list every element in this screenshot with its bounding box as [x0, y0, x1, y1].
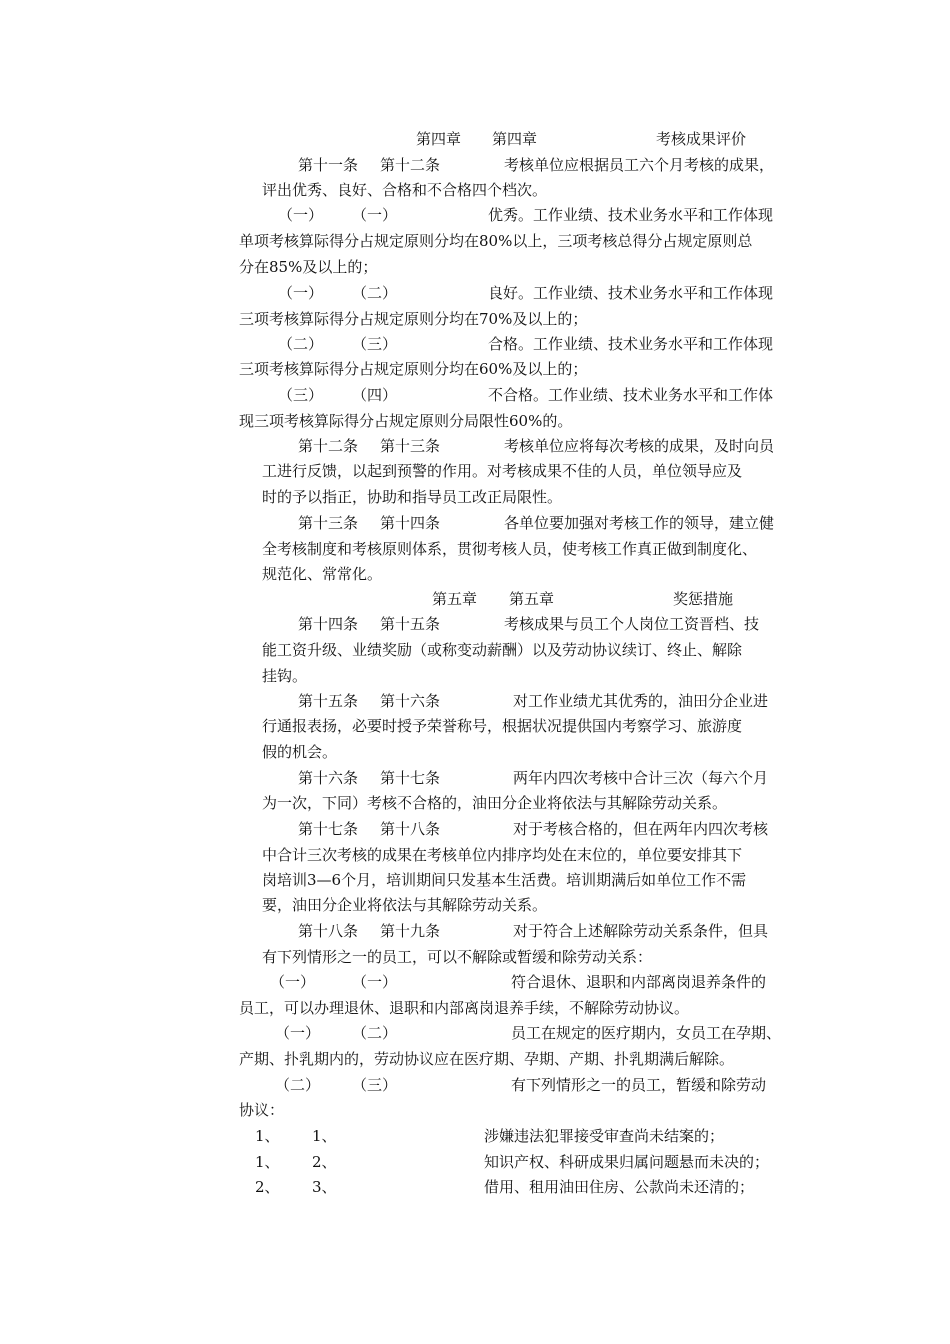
article-text: 中合计三次考核的成果在考核单位内排序均处在末位的，单位要安排其下 [262, 846, 743, 864]
chapter-title: 考核成果评价 [656, 130, 747, 148]
article-text: 对工作业绩尤其优秀的，油田分企业进 [513, 692, 769, 710]
article-text: 行通报表扬，必要时授予荣誉称号，根据状况提供国内考察学习、旅游度 [262, 717, 743, 735]
article-text: 规范化、常常化。 [262, 565, 383, 583]
article-text: 能工资升级、业绩奖励（或称变动薪酬）以及劳动协议续订、终止、解除 [262, 641, 743, 659]
item-text: 优秀。工作业绩、技术业务水平和工作体现 [488, 206, 774, 224]
article-text: 对于考核合格的，但在两年内四次考核 [513, 820, 769, 838]
item-number: （三） [352, 1076, 398, 1094]
list-number: 2、 [312, 1153, 337, 1171]
item-number: （二） [352, 1024, 398, 1042]
chapter-title: 奖惩措施 [673, 590, 734, 608]
item-number: （三） [352, 335, 398, 353]
article-text: 考核单位应将每次考核的成果，及时向员 [504, 437, 775, 455]
article-text: 考核单位应根据员工六个月考核的成果， [504, 156, 775, 174]
item-number: （二） [352, 284, 398, 302]
item-text: 合格。工作业绩、技术业务水平和工作体现 [488, 335, 774, 353]
article-number: 第十二条 [380, 156, 441, 174]
article-text: 工进行反馈，以起到预警的作用。对考核成果不佳的人员，单位领导应及 [262, 462, 743, 480]
item-text: 协议： [239, 1101, 285, 1119]
chapter-label: 第五章 [432, 590, 478, 608]
article-number: 第十三条 [380, 437, 441, 455]
article-number: 第十五条 [298, 692, 359, 710]
item-text: 分在85%及以上的； [239, 258, 378, 276]
item-number: （一） [278, 284, 324, 302]
item-number: （二） [278, 335, 324, 353]
article-number: 第十七条 [380, 769, 441, 787]
article-number: 第十五条 [380, 615, 441, 633]
item-number: （一） [278, 206, 324, 224]
item-text: 员工，可以办理退休、退职和内部离岗退养手续，不解除劳动协议。 [239, 999, 690, 1017]
item-text: 良好。工作业绩、技术业务水平和工作体现 [488, 284, 774, 302]
article-number: 第十八条 [380, 820, 441, 838]
article-text: 两年内四次考核中合计三次（每六个月 [513, 769, 769, 787]
article-text: 假的机会。 [262, 743, 338, 761]
item-number: （二） [275, 1076, 321, 1094]
article-number: 第十一条 [298, 156, 359, 174]
article-text: 挂钩。 [262, 667, 308, 685]
item-text: 三项考核算际得分占规定原则分均在70%及以上的； [239, 310, 588, 328]
list-number: 1、 [312, 1127, 337, 1145]
item-number: （一） [352, 206, 398, 224]
item-number: （一） [270, 973, 316, 991]
article-number: 第十四条 [298, 615, 359, 633]
list-number: 1、 [255, 1153, 280, 1171]
item-text: 有下列情形之一的员工，暂缓和除劳动 [511, 1076, 767, 1094]
item-number: （一） [275, 1024, 321, 1042]
article-text: 为一次，下同）考核不合格的，油田分企业将依法与其解除劳动关系。 [262, 794, 728, 812]
article-number: 第十六条 [380, 692, 441, 710]
chapter-label: 第四章 [416, 130, 462, 148]
item-number: （一） [352, 973, 398, 991]
item-text: 产期、扑乳期内的，劳动协议应在医疗期、孕期、产期、扑乳期满后解除。 [239, 1050, 735, 1068]
article-number: 第十八条 [298, 922, 359, 940]
item-text: 不合格。工作业绩、技术业务水平和工作体 [488, 386, 774, 404]
list-number: 1、 [255, 1127, 280, 1145]
item-number: （三） [278, 386, 324, 404]
article-number: 第十四条 [380, 514, 441, 532]
item-number: （四） [352, 386, 398, 404]
item-text: 员工在规定的医疗期内，女员工在孕期、 [511, 1024, 782, 1042]
article-text: 评出优秀、良好、合格和不合格四个档次。 [262, 181, 548, 199]
list-number: 2、 [255, 1178, 280, 1196]
article-text: 对于符合上述解除劳动关系条件，但具 [513, 922, 769, 940]
article-text: 各单位要加强对考核工作的领导，建立健 [504, 514, 775, 532]
article-text: 要，油田分企业将依法与其解除劳动关系。 [262, 896, 548, 914]
list-item: 知识产权、科研成果归属问题悬而未决的； [484, 1153, 770, 1171]
article-text: 有下列情形之一的员工，可以不解除或暂缓和除劳动关系： [262, 948, 653, 966]
chapter-label: 第四章 [492, 130, 538, 148]
article-number: 第十二条 [298, 437, 359, 455]
item-text: 三项考核算际得分占规定原则分均在60%及以上的； [239, 360, 588, 378]
item-text: 现三项考核算际得分占规定原则分局限性60%的。 [239, 412, 573, 430]
item-text: 符合退休、退职和内部离岗退养条件的 [511, 973, 767, 991]
article-number: 第十七条 [298, 820, 359, 838]
chapter-label: 第五章 [509, 590, 555, 608]
article-text: 全考核制度和考核原则体系，贯彻考核人员，使考核工作真正做到制度化、 [262, 540, 758, 558]
article-number: 第十九条 [380, 922, 441, 940]
list-item: 涉嫌违法犯罪接受审查尚未结案的； [484, 1127, 725, 1145]
article-number: 第十三条 [298, 514, 359, 532]
article-text: 考核成果与员工个人岗位工资晋档、技 [504, 615, 760, 633]
list-item: 借用、租用油田住房、公款尚未还清的； [484, 1178, 755, 1196]
item-text: 单项考核算际得分占规定原则分均在80%以上，三项考核总得分占规定原则总 [239, 232, 753, 250]
article-number: 第十六条 [298, 769, 359, 787]
list-number: 3、 [312, 1178, 337, 1196]
article-text: 岗培训3—6个月，培训期间只发基本生活费。培训期满后如单位工作不需 [262, 871, 747, 889]
article-text: 时的予以指正，协助和指导员工改正局限性。 [262, 488, 563, 506]
